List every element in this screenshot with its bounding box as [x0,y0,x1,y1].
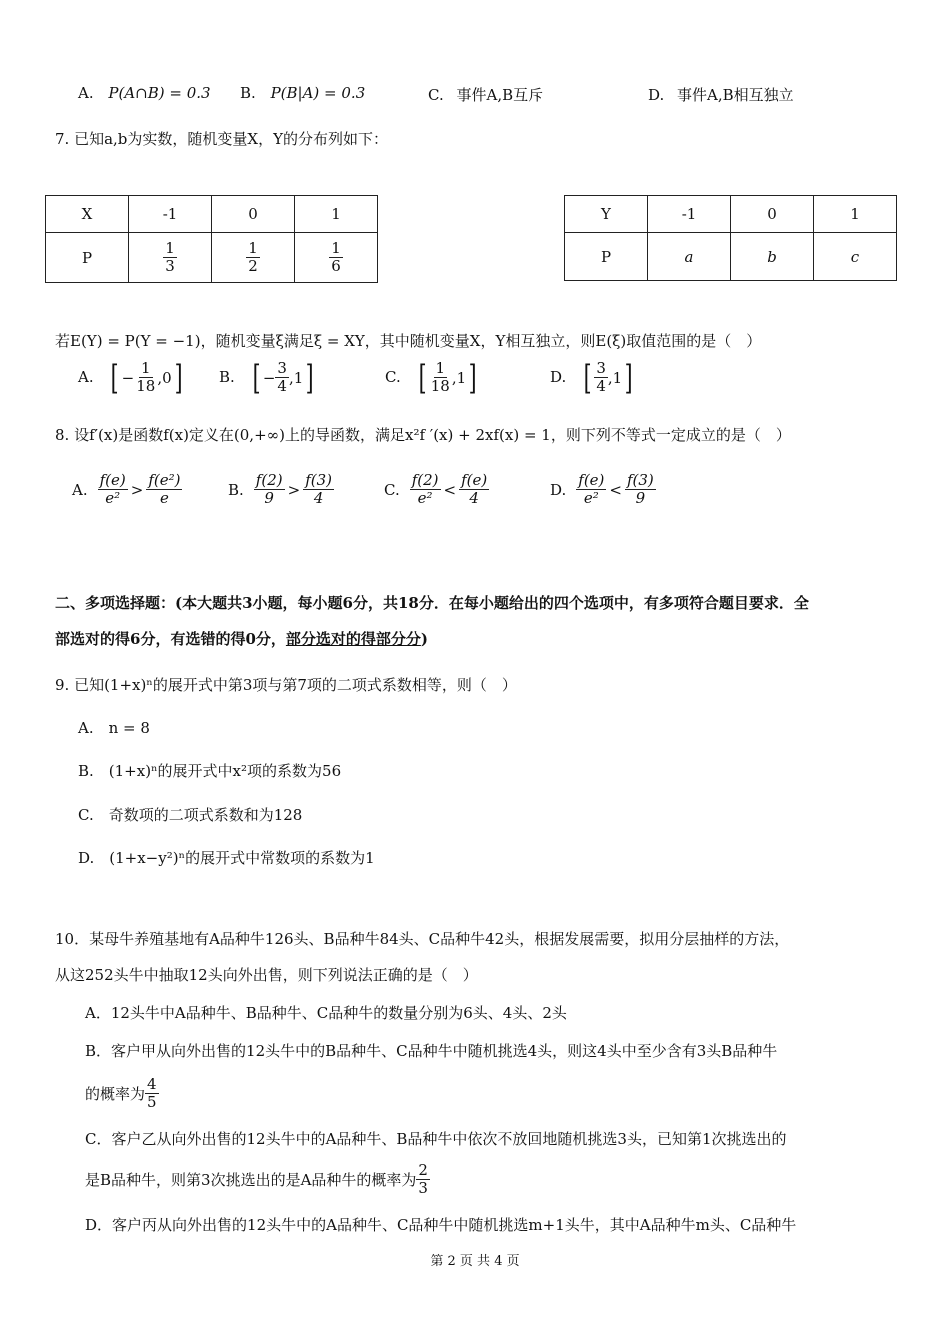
q7-b-suffix: ,1 [288,368,304,387]
q6-d-label: D. [648,86,665,104]
q10-stem-line1: 10．某母牛养殖基地有A品种牛126头、B品种牛84头、C品种牛42头，根据发展需要，拟用分层抽样的方法， [55,930,790,948]
q8-stem: 8. 设f′(x)是函数f(x)定义在(0,+∞)上的导函数，满足x²f ′(x) + 2xf(x) = 1，则下列不等式一定成立的是（ ） [55,426,791,444]
q10-stem-line2: 从这252头牛中抽取12头向外出售，则下列说法正确的是（ ） [55,966,478,984]
x-p2-den: 2 [248,257,258,275]
q6-option-d [648,84,794,105]
q8-a-op: > [130,480,144,499]
x-p2-frac [246,240,260,276]
x-p1-den: 3 [165,257,175,275]
q8-option-a [72,472,182,508]
q7-a-open-bracket: [ [111,357,120,398]
q7-d-den: 4 [596,377,606,396]
y-p-cell-a: a [648,233,731,281]
q7-a-suffix: ,0 [157,368,172,387]
q10-c-num: 2 [418,1161,428,1179]
q7-d-frac [594,360,608,396]
q7-a-label: A. [78,367,94,386]
section2-line2-a: 部选对的得6分，有选错的得0分， [55,630,286,648]
section2-heading-line2 [55,628,428,649]
q7-c-close-bracket: ] [468,357,477,398]
q9-stem: 9. 已知(1+x)ⁿ的展开式中第3项与第7项的二项式系数相等，则（ ） [55,676,517,694]
q7-c-den: 18 [430,377,450,396]
q10-b-line2-text: 的概率为 [85,1085,146,1104]
q7-b-prefix: − [262,368,276,387]
x-p2-num: 1 [248,238,258,257]
q7-condition: 若E(Y) = P(Y = −1)，随机变量ξ满足ξ = XY，其中随机变量X，Y相互独立，则E(ξ)取值范围的是（ ） [55,332,762,350]
x-head-label: X [46,196,129,233]
q8-a-left-den: e² [105,489,121,508]
x-p-label: P [46,233,129,283]
q6-c-text: 事件A,B互斥 [456,86,544,104]
section2-line2-underlined: 部分选对的得部分分 [285,630,421,648]
y-head-v3: 1 [814,196,897,233]
q6-a-math: P(A∩B) = 0.3 [108,84,211,102]
q8-a-right-frac [146,472,182,508]
q7-c-open-bracket: [ [418,357,427,398]
q8-c-right-num: f(e) [461,471,488,489]
q6-option-c [428,84,543,105]
x-p-cell-1 [129,233,212,283]
q7-c-label: C. [385,367,401,386]
x-head-v3: 1 [295,196,378,233]
q10-option-c-line1: C．客户乙从向外出售的12头牛中的A品种牛、B品种牛中依次不放回地随机挑选3头，已知第1次挑选出的 [85,1130,787,1148]
q7-d-interval [581,357,635,398]
x-p-cell-2 [212,233,295,283]
q6-b-label: B. [240,84,256,102]
q8-c-label: C. [384,480,400,499]
q8-a-left-frac [98,472,128,508]
q8-c-op: < [443,480,457,499]
q8-b-left-num: f(2) [255,471,283,489]
q7-a-num: 1 [141,359,151,377]
q7-option-c [385,357,479,398]
q10-c-frac [416,1162,430,1198]
section2-line2-c: ) [420,630,429,648]
q7-c-suffix: ,1 [451,368,467,387]
q8-b-right-den: 4 [313,489,324,508]
q7-d-open-bracket: [ [583,357,592,398]
q8-b-left-den: 9 [264,489,274,508]
q7-a-prefix: − [121,368,135,387]
q8-option-c [384,472,489,508]
q8-d-label: D. [550,480,567,499]
q9-option-b: B. (1+x)ⁿ的展开式中x²项的系数为56 [78,762,342,780]
q7-d-close-bracket: ] [624,357,633,398]
q7-a-interval [108,357,185,398]
q8-d-right-num: f(3) [626,471,654,489]
y-p-cell-c: c [814,233,897,281]
q6-option-a [78,84,211,102]
q7-c-num: 1 [435,359,446,377]
q7-option-b [219,357,317,398]
q10-option-b-line2 [85,1076,159,1112]
x-p-cell-3 [295,233,378,283]
q8-b-label: B. [228,480,244,499]
q7-a-frac [134,360,157,396]
q7-a-close-bracket: ] [174,357,183,398]
q7-b-close-bracket: ] [305,357,314,398]
q8-d-left-den: e² [583,489,599,508]
q7-option-d [550,357,635,398]
q7-b-open-bracket: [ [252,357,261,398]
q9-option-c: C. 奇数项的二项式系数和为128 [78,806,303,824]
q8-c-left-num: f(2) [411,471,439,489]
q10-b-num: 4 [147,1075,157,1093]
q10-option-d-line1: D．客户丙从向外出售的12头牛中的A品种牛、C品种牛中随机挑选m+1头牛，其中A品种牛m头、C品种牛 [85,1216,797,1234]
q7-b-interval [250,357,317,398]
y-head-label: Y [565,196,648,233]
q8-c-right-den: 4 [469,489,479,508]
x-distribution-table [45,195,378,283]
q8-d-right-den: 9 [635,489,646,508]
q8-a-right-num: f(e²) [148,471,181,489]
x-p1-num: 1 [165,238,175,257]
section2-heading-line1: 二、多项选择题：(本大题共3小题，每小题6分，共18分．在每小题给出的四个选项中，有多项符合题目要求．全 [55,594,809,612]
q8-c-right-frac [459,472,489,508]
q8-b-op: > [287,480,301,499]
q7-d-num: 3 [596,359,606,377]
page-footer: 第 2 页 共 4 页 [430,1254,520,1269]
q10-option-c-line2 [85,1162,430,1198]
q8-b-left-frac [254,472,285,508]
q8-d-op: < [609,480,622,499]
y-p-cell-b: b [731,233,814,281]
q6-a-label: A. [78,84,94,102]
q8-option-d [550,472,656,508]
x-p3-num: 1 [331,238,341,257]
y-p-label: P [565,233,648,281]
q7-d-label: D. [550,367,567,386]
y-head-v1: -1 [648,196,731,233]
q8-b-right-frac [303,472,334,508]
q8-a-label: A. [72,480,88,499]
q7-c-frac [429,360,452,396]
x-p3-den: 6 [331,257,341,275]
q7-a-den: 18 [136,377,156,396]
q9-option-a: A. n = 8 [78,719,150,737]
q7-stem: 7. 已知a,b为实数，随机变量X，Y的分布列如下： [55,130,388,148]
q8-c-left-den: e² [417,489,433,508]
q6-b-math: P(B|A) = 0.3 [270,84,366,102]
q7-d-suffix: ,1 [607,368,623,387]
q10-c-line2-text: 是B品种牛，则第3次挑选出的是A品种牛的概率为 [85,1171,417,1190]
q7-b-label: B. [219,367,235,386]
q6-option-b [240,84,365,102]
q7-b-frac [275,360,289,396]
q10-option-b-line1: B．客户甲从向外出售的12头牛中的B品种牛、C品种牛中随机挑选4头，则这4头中至少含有3头B品种牛 [85,1042,778,1060]
q8-d-left-frac [576,472,606,508]
q7-b-num: 3 [277,359,287,377]
y-distribution-table [564,195,897,281]
y-head-v2: 0 [731,196,814,233]
q7-b-den: 4 [277,377,287,396]
q8-a-left-num: f(e) [99,471,126,489]
x-p3-frac [329,240,343,276]
q8-d-left-num: f(e) [578,471,605,489]
q8-c-left-frac [410,472,441,508]
x-head-v1: -1 [129,196,212,233]
q10-b-frac [145,1076,159,1112]
q10-option-a: A．12头牛中A品种牛、B品种牛、C品种牛的数量分别为6头、4头、2头 [85,1004,567,1022]
x-head-v2: 0 [212,196,295,233]
q6-c-label: C. [428,86,444,104]
q8-a-right-den: e [159,489,169,508]
x-p1-frac [163,240,177,276]
q10-c-den: 3 [418,1179,428,1198]
q7-c-interval [416,357,480,398]
q6-d-text: 事件A,B相互独立 [677,86,794,104]
q8-d-right-frac [625,472,656,508]
q9-option-d: D. (1+x−y²)ⁿ的展开式中常数项的系数为1 [78,849,375,867]
q7-option-a [78,357,185,398]
q8-option-b [228,472,334,508]
q8-b-right-num: f(3) [305,471,332,489]
q10-b-den: 5 [147,1093,157,1112]
